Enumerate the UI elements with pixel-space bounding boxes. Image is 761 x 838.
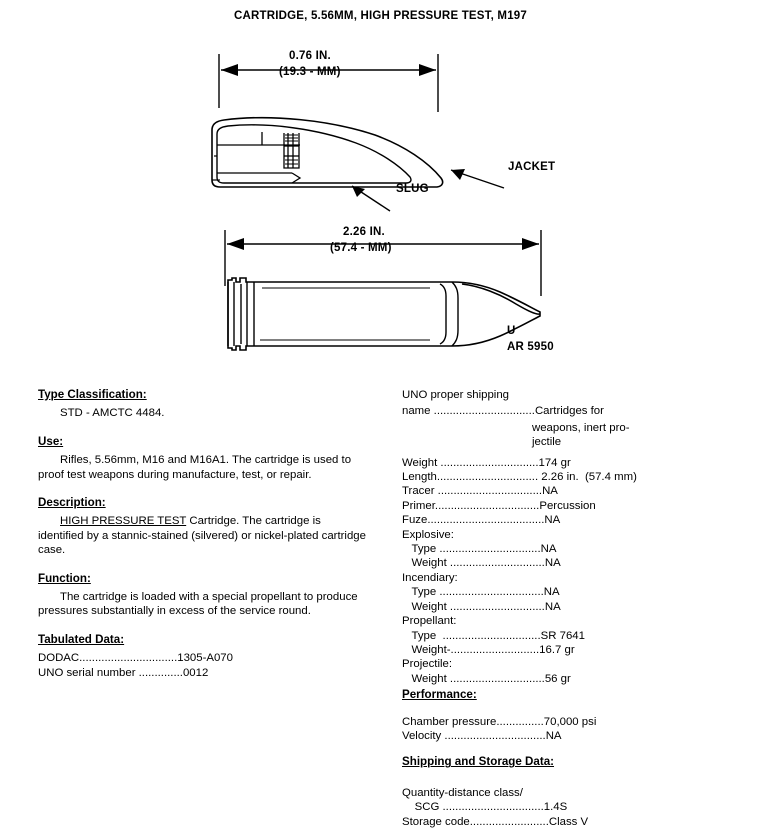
use-heading: Use: xyxy=(38,434,64,448)
tabulated-data-heading: Tabulated Data: xyxy=(38,632,125,646)
spec-row-propellant-weight: Weight-............................16.7 gr xyxy=(402,643,575,656)
jacket-leader xyxy=(451,169,504,188)
performance-row-velocity: Velocity ................................NA xyxy=(402,729,562,742)
tabulated-row: UNO serial number ..............0012 xyxy=(38,666,209,679)
cartridge-diagrams xyxy=(0,28,761,368)
performance-row-chamber-pressure: Chamber pressure...............70,000 psi xyxy=(402,715,597,728)
spec-row-projectile-weight: Weight ..............................56 gr xyxy=(402,672,571,685)
shipping-storage-heading: Shipping and Storage Data: xyxy=(402,755,555,769)
spec-row-propellant-type: Type ...............................SR 7641 xyxy=(402,629,585,642)
description-text xyxy=(38,514,368,557)
spec-row-primer: Primer.................................Percussion xyxy=(402,499,596,512)
use-text: Rifles, 5.56mm, M16 and M16A1. The cartridge is used to proof test weapons during manufacture, test, or repair. xyxy=(38,454,352,481)
right-text-column xyxy=(402,388,732,829)
bullet-dimension-label-line1: 0.76 IN. xyxy=(289,50,331,62)
spec-row-explosive: Explosive: xyxy=(402,528,454,541)
function-text: The cartridge is loaded with a special propellant to produce pressures substantially in excess of the service round. xyxy=(38,591,358,618)
shipping-row-qd-class: Quantity-distance class/ xyxy=(402,786,523,799)
uno-shipping-name-value-line2: weapons, inert pro- xyxy=(532,421,630,434)
cartridge-dimension-label-line2: (57.4 - MM) xyxy=(330,242,392,254)
bullet-dimension-label-line2: (19.3 - MM) xyxy=(279,66,341,78)
uno-shipping-name-value-line3: jectile xyxy=(532,436,562,449)
slug-callout-label: SLUG xyxy=(396,183,429,195)
slug-leader xyxy=(352,186,390,211)
spec-row-propellant: Propellant: xyxy=(402,615,457,628)
spec-row-explosive-weight: Weight ..............................NA xyxy=(402,557,561,570)
uno-shipping-name-value: Cartridges for xyxy=(534,405,604,418)
page-title: CARTRIDGE, 5.56MM, HIGH PRESSURE TEST, M197 xyxy=(234,10,527,22)
shipping-row-storage-code: Storage code.........................Class V xyxy=(402,815,589,828)
spec-row-weight: Weight ...............................174 gr xyxy=(402,456,571,469)
description-emphasis: HIGH PRESSURE TEST xyxy=(60,515,187,528)
uno-shipping-name-line1: UNO proper shipping xyxy=(402,389,509,401)
function-heading: Function: xyxy=(38,571,91,585)
jacket-callout-label: JACKET xyxy=(508,161,556,173)
description-heading: Description: xyxy=(38,496,106,510)
tabulated-row: DODAC...............................1305-A070 xyxy=(38,652,233,665)
spec-row-incendiary-weight: Weight ..............................NA xyxy=(402,600,561,613)
drawing-code-line1: U xyxy=(507,325,516,337)
drawing-code-line2: AR 5950 xyxy=(507,341,554,353)
performance-heading: Performance: xyxy=(402,688,477,702)
spec-row-incendiary: Incendiary: xyxy=(402,571,458,584)
tabulated-data-list xyxy=(38,651,368,680)
spec-row-explosive-type: Type ................................NA xyxy=(402,543,557,556)
cartridge-outline xyxy=(228,278,540,350)
bullet-length-dimension xyxy=(219,54,438,112)
figure-area xyxy=(0,28,761,368)
spec-row-length: Length................................ 2.26 in. (57.4 mm) xyxy=(402,471,637,484)
left-text-column xyxy=(38,388,368,680)
spec-row-projectile: Projectile: xyxy=(402,658,453,671)
uno-shipping-name-leader: name ................................ xyxy=(402,405,535,418)
spec-row-incendiary-type: Type .................................NA xyxy=(402,586,560,599)
type-classification-heading: Type Classification: xyxy=(38,388,147,401)
shipping-row-scg: SCG ................................1.4S xyxy=(402,801,568,814)
description-body: Cartridge. The cartridge is identified by a stannic-stained (silvered) or nickel-plated cartridge case. xyxy=(38,515,366,557)
cartridge-dimension-label-line1: 2.26 IN. xyxy=(343,226,385,238)
spec-row-tracer: Tracer .................................NA xyxy=(402,485,558,498)
uno-shipping-name-line2 xyxy=(402,404,732,418)
type-classification-text: STD - AMCTC 4484. xyxy=(60,407,165,420)
spec-row-fuze: Fuze.....................................NA xyxy=(402,514,561,527)
